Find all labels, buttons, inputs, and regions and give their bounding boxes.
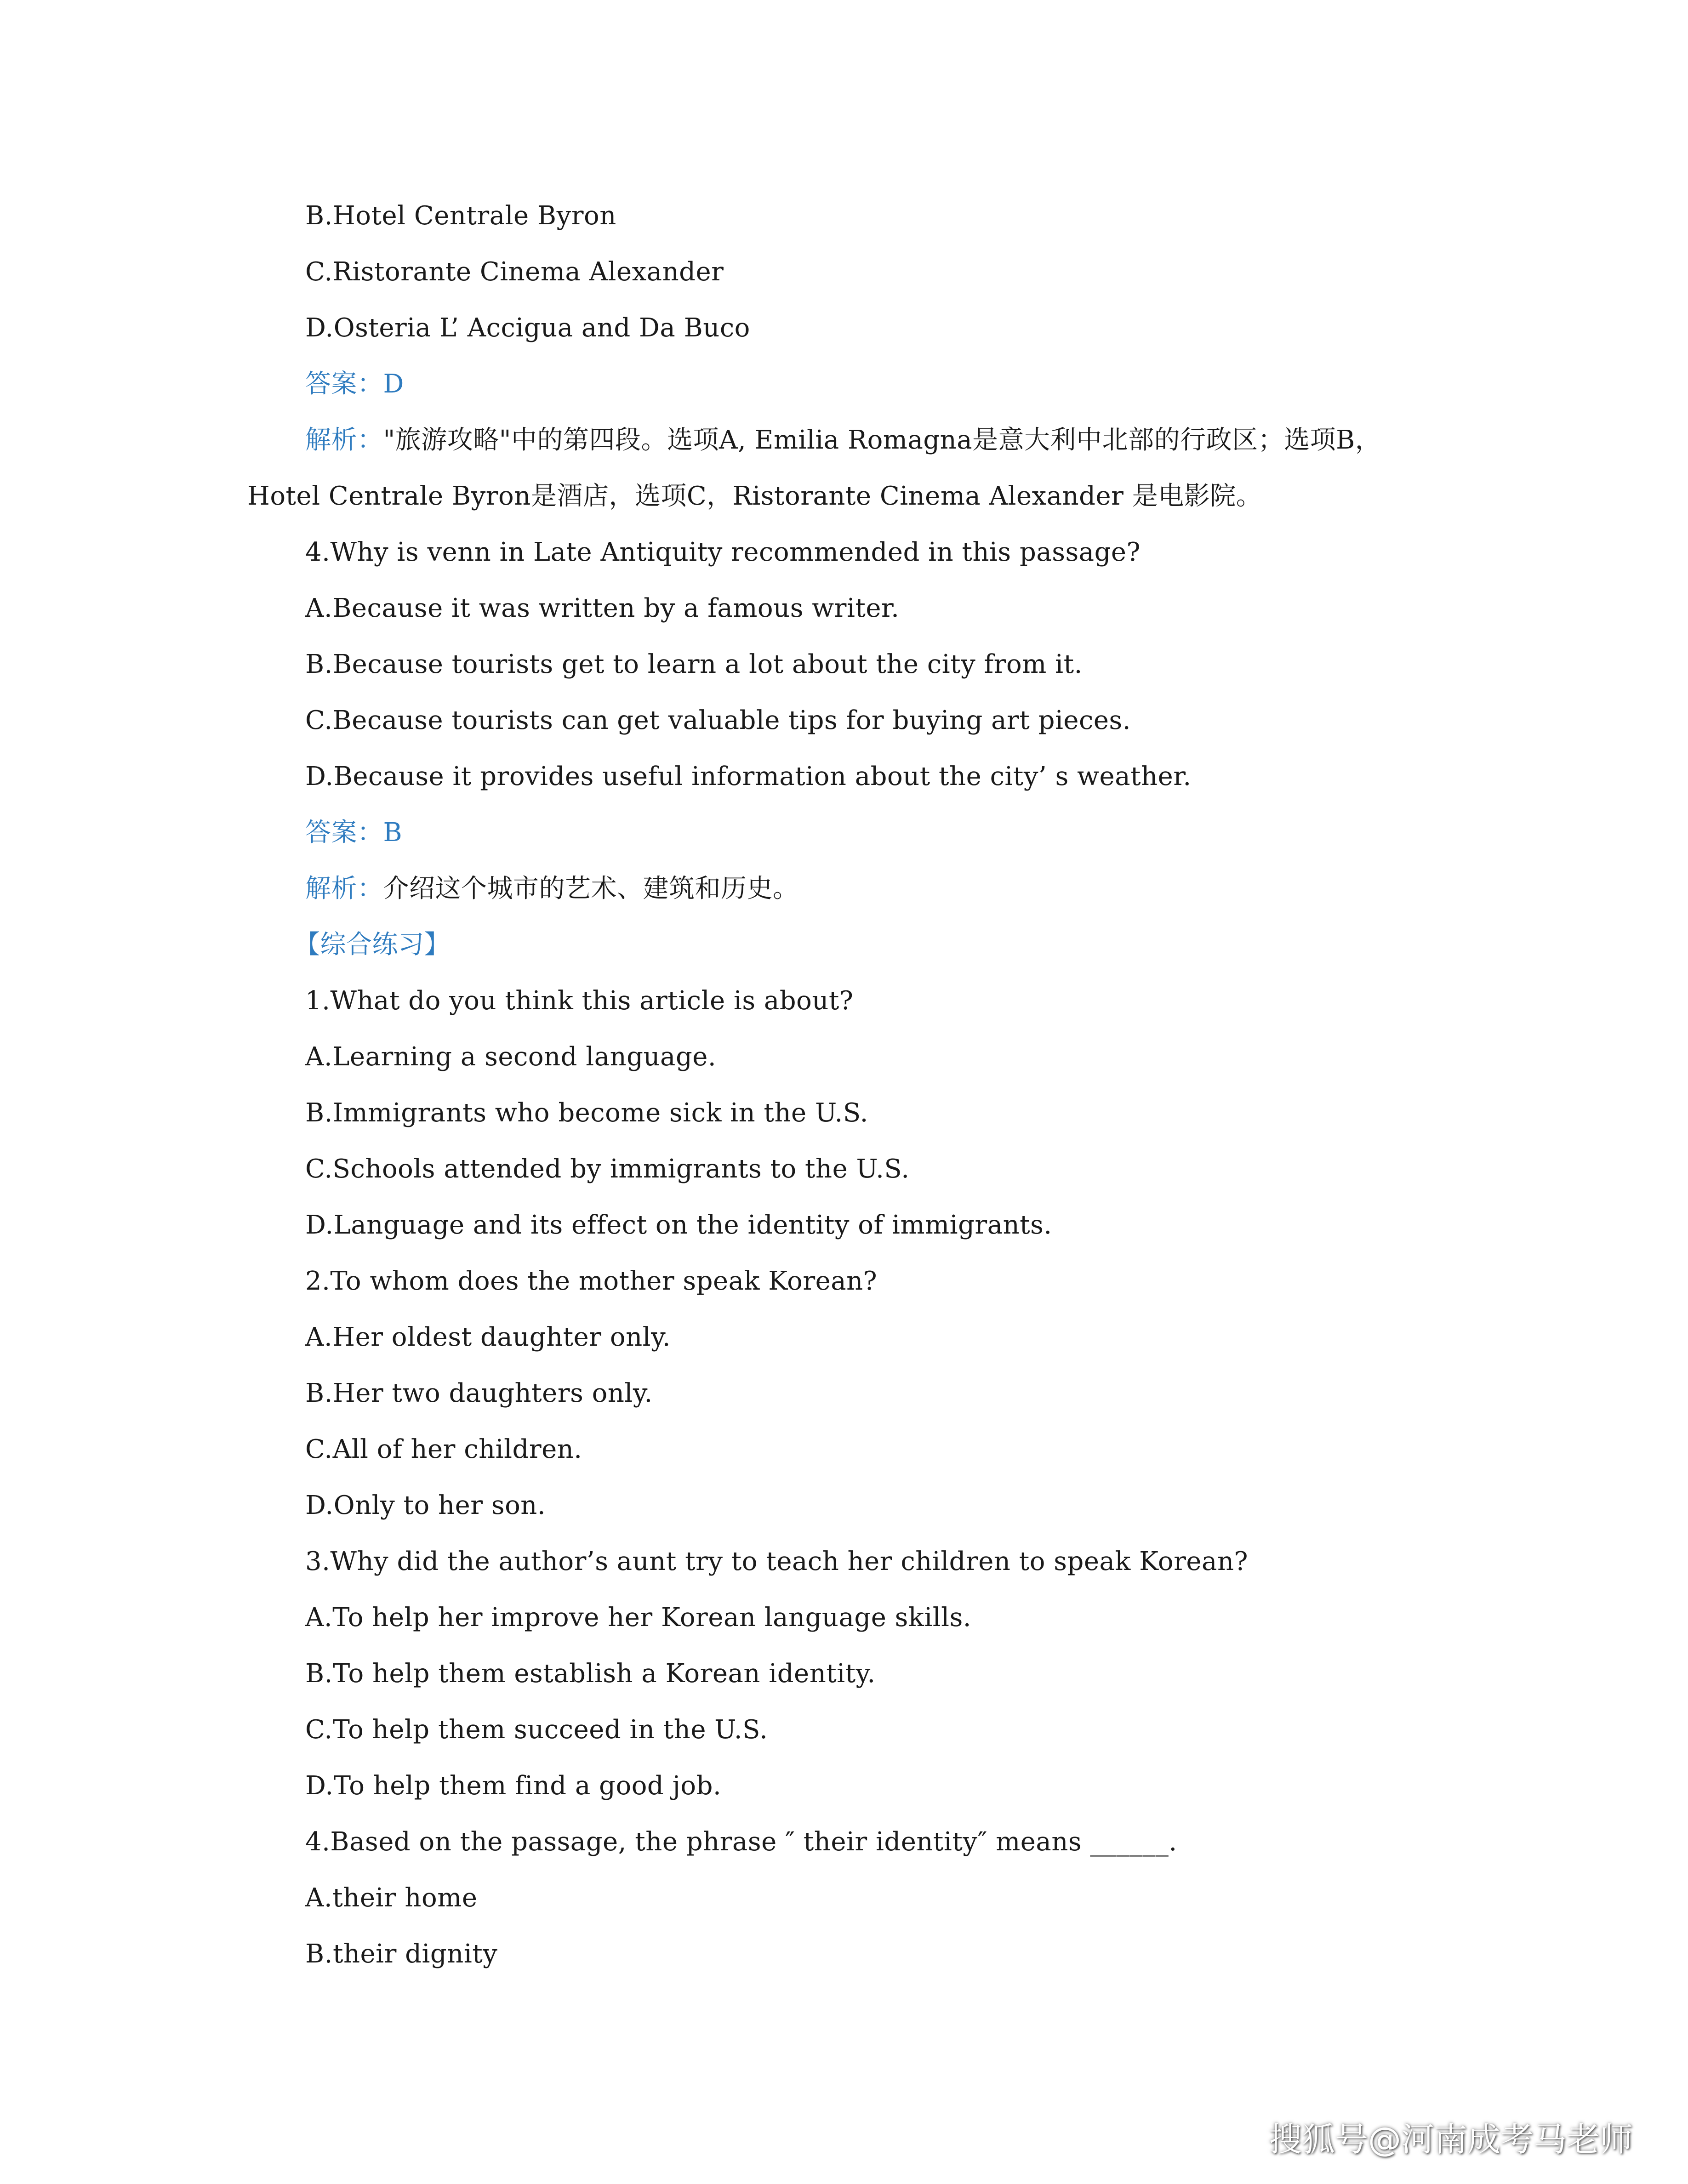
answer-value: D [383,369,404,399]
q3-answer [305,368,404,401]
p3-option-a: A.To help her improve her Korean language skills. [305,1603,972,1632]
section-title: 【综合练习】 [294,930,450,960]
q4-option-a: A.Because it was written by a famous writer. [305,593,900,623]
p2-option-d: D.Only to her son. [305,1490,546,1520]
q3-analysis-continued: Hotel Centrale Byron是酒店，选项C，Ristorante Cinema Alexander 是电影院。 [247,481,1262,511]
p4-question: 4.Based on the passage, the phrase ″ their identity″ means ______. [305,1827,1177,1857]
analysis-label: 解析： [305,425,383,455]
q4-answer [305,816,402,849]
q4-option-b: B.Because tourists get to learn a lot about the city from it. [305,649,1083,679]
answer-label: 答案： [305,818,383,847]
p1-question: 1.What do you think this article is about? [305,986,854,1016]
p4-option-b: B.their dignity [305,1939,498,1969]
p1-option-c: C.Schools attended by immigrants to the U.S. [305,1154,910,1184]
analysis-text: "旅游攻略"中的第四段。选项A, Emilia Romagna是意大利中北部的行政区；选项B， [383,425,1381,455]
watermark: 搜狐号@河南成考马老师 [1268,2120,1633,2159]
p3-option-d: D.To help them find a good job. [305,1771,722,1801]
q3-analysis [305,424,1381,457]
q3-option-d: D.Osteria L’ Accigua and Da Buco [305,313,750,343]
q3-option-b: B.Hotel Centrale Byron [305,201,616,231]
q4-analysis [305,872,799,905]
p3-option-c: C.To help them succeed in the U.S. [305,1715,768,1745]
p2-option-c: C.All of her children. [305,1434,582,1464]
p1-option-b: B.Immigrants who become sick in the U.S. [305,1098,868,1128]
analysis-text: 介绍这个城市的艺术、建筑和历史。 [383,874,799,904]
q4-question: 4.Why is venn in Late Antiquity recommended in this passage? [305,537,1141,567]
p1-option-d: D.Language and its effect on the identity of immigrants. [305,1210,1052,1240]
p4-option-a: A.their home [305,1883,478,1913]
p2-question: 2.To whom does the mother speak Korean? [305,1266,878,1296]
p1-option-a: A.Learning a second language. [305,1042,717,1072]
answer-label: 答案： [305,369,383,399]
p2-option-a: A.Her oldest daughter only. [305,1322,671,1352]
answer-value: B [383,818,403,847]
p2-option-b: B.Her two daughters only. [305,1378,653,1408]
q3-option-c: C.Ristorante Cinema Alexander [305,257,724,287]
q4-option-c: C.Because tourists can get valuable tips for buying art pieces. [305,705,1131,735]
analysis-label: 解析： [305,874,383,904]
q4-option-d: D.Because it provides useful information about the city’ s weather. [305,762,1192,791]
p3-option-b: B.To help them establish a Korean identity. [305,1659,876,1689]
p3-question: 3.Why did the author’s aunt try to teach her children to speak Korean? [305,1547,1249,1576]
